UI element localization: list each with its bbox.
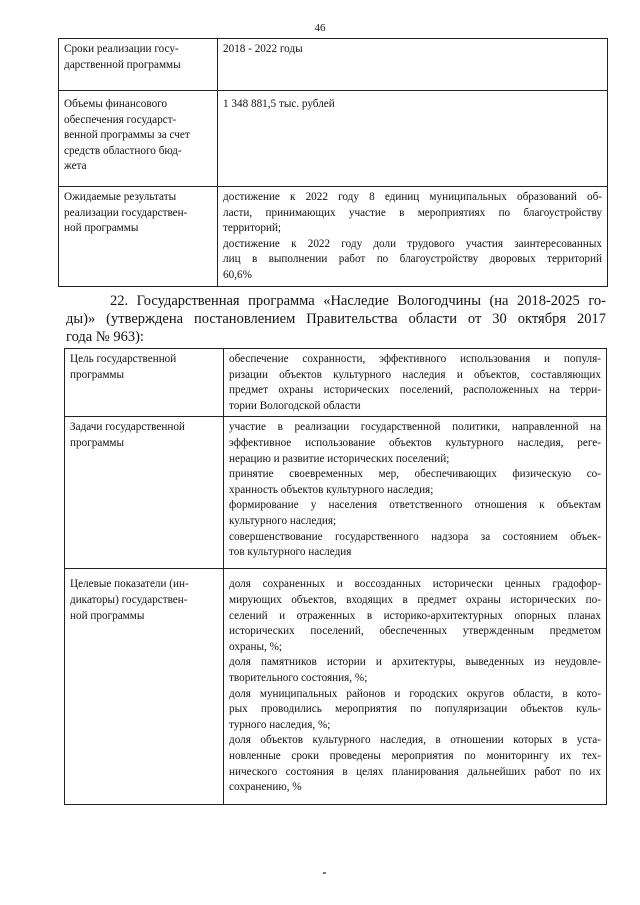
- text-line: года № 963):: [66, 329, 144, 345]
- text-line: формирование у населения ответственного отношения к объектам: [229, 499, 601, 512]
- text-line: территорий;: [223, 222, 282, 235]
- row-label: [59, 39, 218, 91]
- text-line: ризации объектов культурного наследия и объектов, составляющих: [229, 368, 601, 381]
- text-line: ласти, принимающих участие в мероприятиях по благоустройству: [223, 206, 602, 219]
- table-row: [59, 91, 608, 187]
- text-line: турного наследия, %;: [229, 718, 331, 731]
- text-line: дикаторы) государствен-: [70, 593, 188, 606]
- text-line: Целевые показатели (ин-: [70, 578, 189, 591]
- text-line: 1 348 881,5 тыс. рублей: [223, 98, 335, 110]
- text-line: мирующих объектов, входящих в предмет охраны исторических по-: [229, 593, 601, 606]
- text-line: нерацию и развитие исторических поселений;: [229, 452, 450, 465]
- text-line: принятие своевременных мер, обеспечивающих физическую со-: [229, 468, 601, 481]
- text-line: селений и отраженных в историко-архитектурных опорных планах: [229, 609, 601, 622]
- text-line: охраны, %;: [229, 640, 282, 653]
- text-line: нического состояния в целях планирования дальнейших работ по их: [229, 765, 601, 778]
- row-label: [65, 569, 224, 805]
- text-line: ной программы: [70, 609, 145, 622]
- text-line: тории Вологодской области: [229, 399, 361, 412]
- text-line: достижение к 2022 году 8 единиц муниципальных образований об-: [223, 191, 602, 203]
- row-label: [59, 91, 218, 187]
- text-line: доля сохраненных и воссозданных исторически ценных градофор-: [229, 578, 601, 591]
- text-line: рых проводились мероприятия по популяризации объектов куль-: [229, 703, 601, 716]
- table-row: [59, 187, 608, 287]
- text-line: доля муниципальных районов и городских округов области, в кото-: [229, 687, 601, 700]
- table-row: [65, 569, 607, 805]
- text-line: жета: [64, 160, 87, 173]
- text-line: лиц в выполнении работ по благоустройству дворовых территорий: [223, 253, 602, 266]
- text-line: обеспечения государст-: [64, 113, 177, 126]
- text-line: культурного наследия;: [229, 514, 337, 527]
- text-line: новленные сроки проведены мероприятия по мониторингу их тех-: [229, 749, 601, 762]
- text-line: Задачи государственной: [70, 421, 185, 434]
- text-line: Цель государственной: [70, 353, 177, 365]
- text-line: Ожидаемые результаты: [64, 191, 177, 203]
- section-heading: [66, 292, 606, 346]
- text-line: сохранению, %: [229, 781, 302, 794]
- program-passport-table-1: [58, 38, 608, 287]
- text-line: дарственной программы: [64, 58, 181, 71]
- text-line: Сроки реализации госу-: [64, 43, 179, 55]
- text-line: тов культурного наследия: [229, 546, 352, 559]
- table-row: [59, 39, 608, 91]
- text-line: достижение к 2022 году доли трудового участия заинтересованных: [223, 237, 602, 250]
- text-line: ды)» (утверждена постановлением Правительства области от 30 октября 2017: [66, 311, 606, 327]
- text-line: реализации государствен-: [64, 206, 188, 219]
- text-line: предмет охраны исторических поселений, расположенных на терри-: [229, 384, 601, 397]
- text-line: доля объектов культурного наследия, в отношении которых в уста-: [229, 734, 601, 747]
- scan-mark: [323, 872, 326, 874]
- text-line: 2018 - 2022 годы: [223, 43, 303, 55]
- row-value: [218, 39, 608, 91]
- text-line: программы: [70, 368, 124, 381]
- row-value: [224, 349, 607, 417]
- program-passport-table-2: [64, 348, 607, 805]
- text-line: творительного состояния, %;: [229, 671, 368, 684]
- row-value: [218, 91, 608, 187]
- text-line: участие в реализации государственной политики, направленной на: [229, 421, 601, 434]
- text-line: хранность объектов культурного наследия;: [229, 483, 434, 496]
- text-line: доля памятников истории и архитектуры, выведенных из неудовле-: [229, 656, 601, 669]
- row-value: [224, 417, 607, 569]
- text-line: средств областного бюд-: [64, 144, 182, 157]
- row-label: [65, 349, 224, 417]
- text-line: ной программы: [64, 222, 139, 235]
- text-line: обеспечение сохранности, эффективного использования и популя-: [229, 353, 601, 365]
- text-line: Объемы финансового: [64, 98, 168, 110]
- table-row: [65, 349, 607, 417]
- table-row: [65, 417, 607, 569]
- text-line: венной программы за счет: [64, 129, 190, 142]
- row-value: [218, 187, 608, 287]
- text-line: 22. Государственная программа «Наследие Вологодчины (на 2018-2025 го-: [110, 293, 606, 309]
- text-line: программы: [70, 436, 124, 449]
- text-line: 60,6%: [223, 268, 252, 281]
- text-line: совершенствование государственного надзора за состоянием объек-: [229, 530, 601, 543]
- row-value: [224, 569, 607, 805]
- row-label: [65, 417, 224, 569]
- text-line: исторических поселений, обеспеченных утвержденным предметом: [229, 625, 601, 638]
- text-line: эффективное использование объектов культурного наследия, реге-: [229, 436, 601, 449]
- row-label: [59, 187, 218, 287]
- page-number: 46: [314, 22, 326, 34]
